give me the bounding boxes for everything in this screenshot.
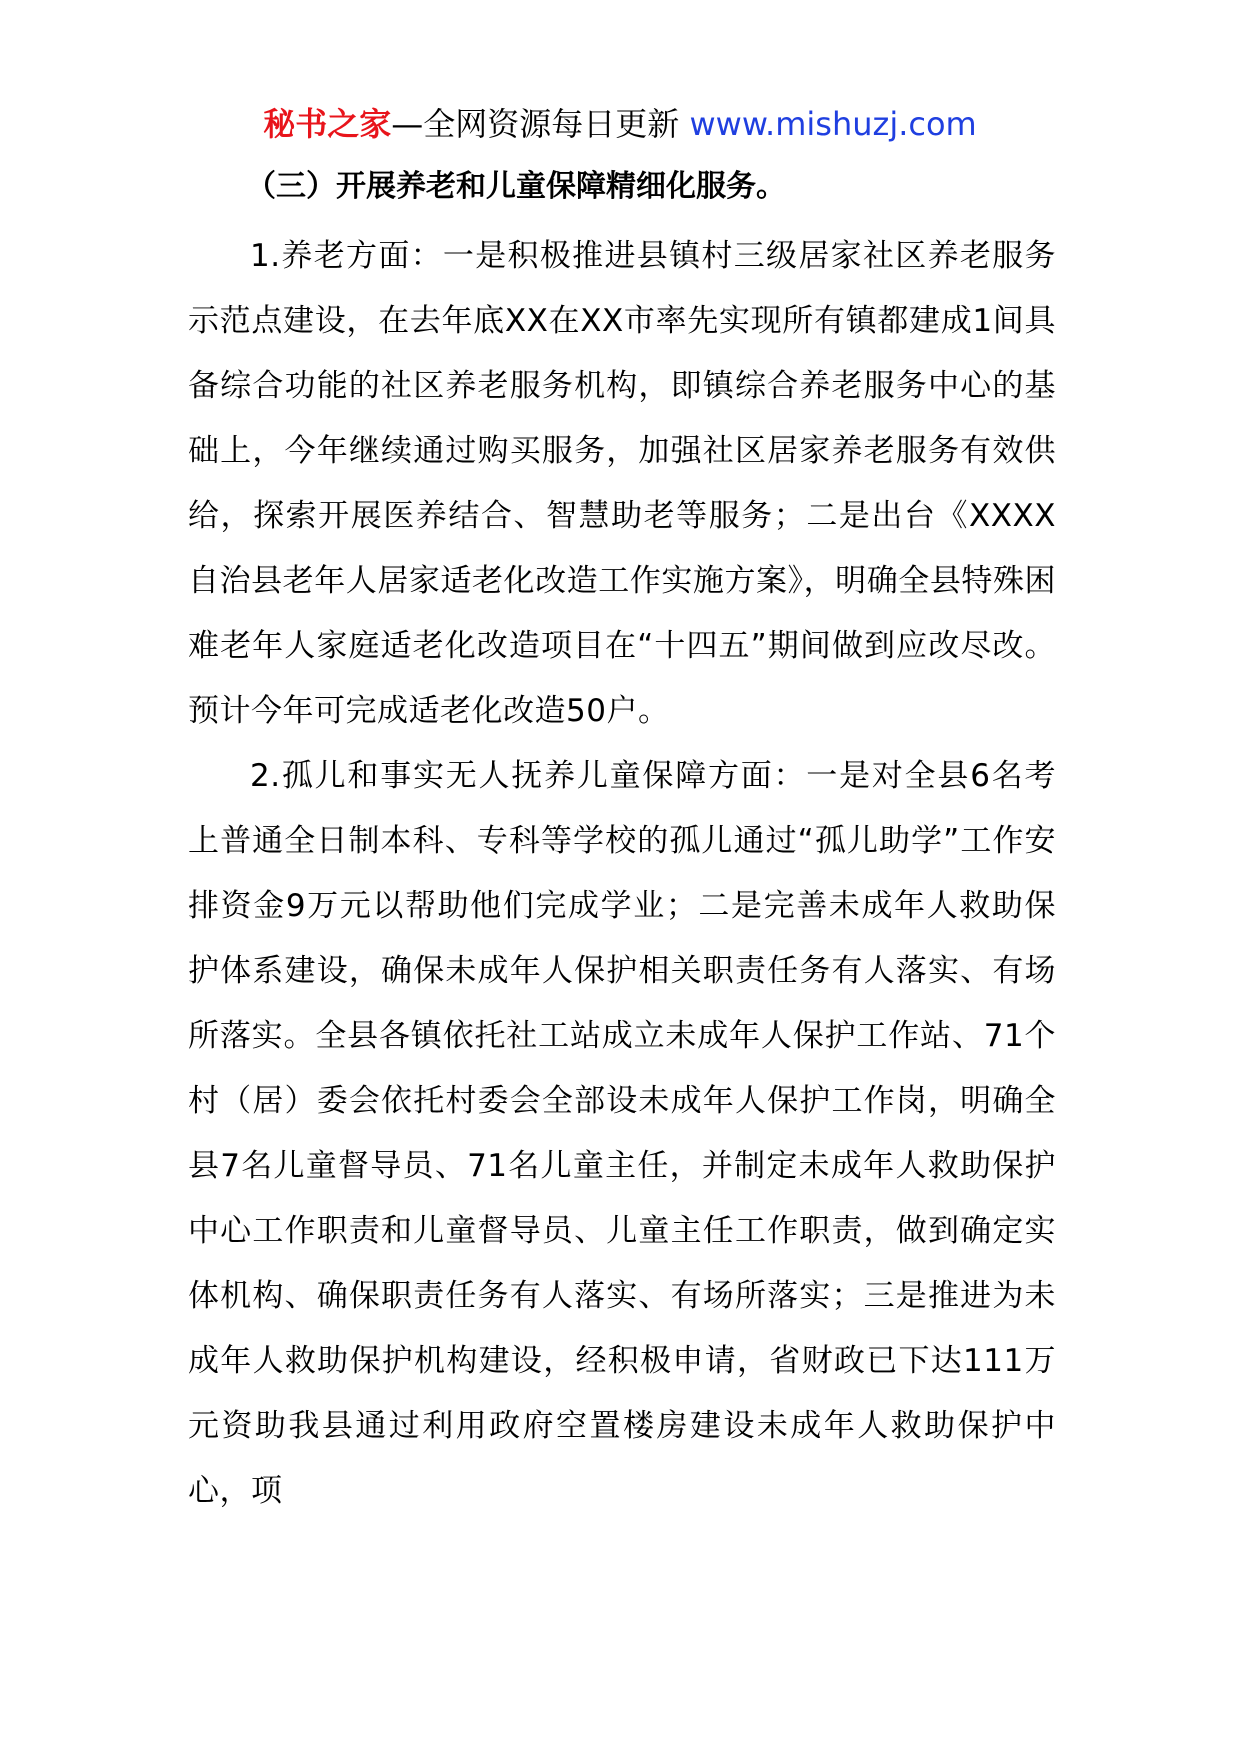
site-header bbox=[0, 100, 1240, 148]
paragraph-child-protection: 2.孤儿和事实无人抚养儿童保障方面：一是对全县6名考上普通全日制本科、专科等学校的孤儿通过“孤儿助学”工作安排资金9万元以帮助他们完成学业；二是完善未成年人救助保护体系建设，确保未成年人保护相关职责任务有人落实、有场所落实。全县各镇依托社工站成立未成年人保护工作站、71个村（居）委会依托村委会全部设未成年人保护工作岗，明确全县7名儿童督导员、71名儿童主任，并制定未成年人救助保护中心工作职责和儿童督导员、儿童主任工作职责，做到确定实体机构、确保职责任务有人落实、有场所落实；三是推进为未成年人救助保护机构建设，经积极申请，省财政已下达111万元资助我县通过利用政府空置楼房建设未成年人救助保护中心，项 bbox=[188, 758, 1056, 1509]
section-heading: （三）开展养老和儿童保障精细化服务。 bbox=[246, 169, 786, 204]
site-tagline: —全网资源每日更新 bbox=[391, 105, 690, 143]
paragraph-elderly-care: 1.养老方面：一是积极推进县镇村三级居家社区养老服务示范点建设，在去年底XX在XX市率先实现所有镇都建成1间具备综合功能的社区养老服务机构，即镇综合养老服务中心的基础上，今年继续通过购买服务，加强社区居家养老服务有效供给，探索开展医养结合、智慧助老等服务；二是出台《XXXX自治县老年人居家适老化改造工作实施方案》，明确全县特殊困难老年人家庭适老化改造项目在“十四五”期间做到应改尽改。预计今年可完成适老化改造50户。 bbox=[188, 238, 1056, 729]
site-brand: 秘书之家 bbox=[263, 105, 392, 143]
document-body bbox=[188, 162, 1056, 1524]
site-url-link[interactable]: www.mishuzj.com bbox=[689, 105, 977, 143]
